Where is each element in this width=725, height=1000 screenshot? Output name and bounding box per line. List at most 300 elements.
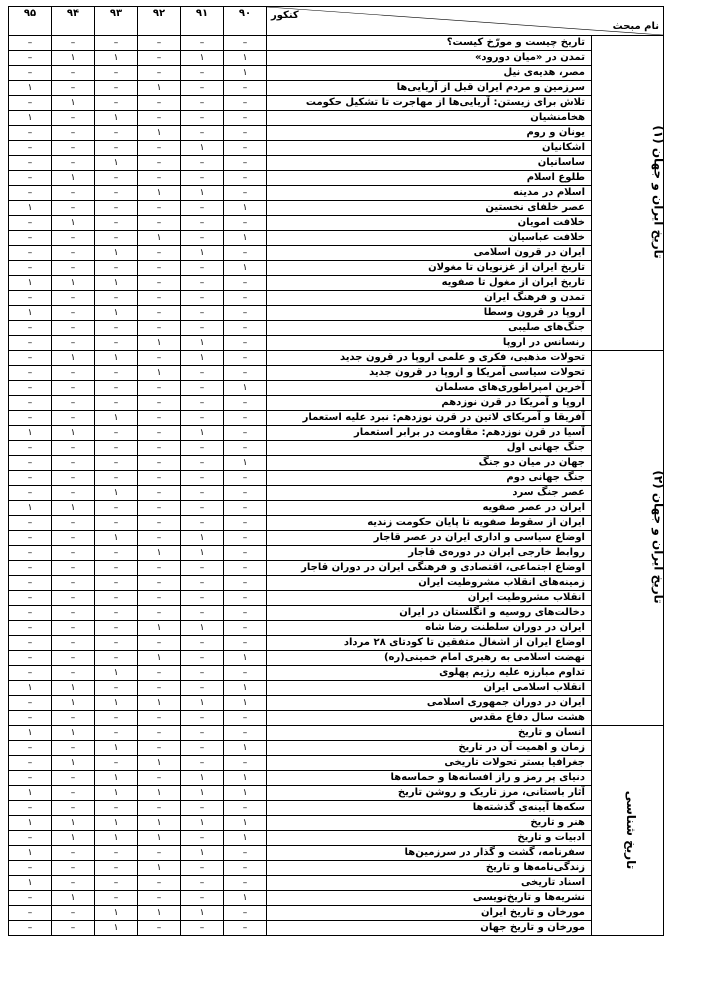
topic-cell: مورخان و تاریخ ایران <box>267 906 592 921</box>
year-value-cell: – <box>9 561 52 576</box>
year-value-cell: – <box>9 351 52 366</box>
year-value-cell: ۱ <box>52 276 95 291</box>
year-value-cell: – <box>52 66 95 81</box>
table-row <box>9 396 664 411</box>
year-value-cell: – <box>138 171 181 186</box>
topic-cell: انسان و تاریخ <box>267 726 592 741</box>
year-value-cell: – <box>138 111 181 126</box>
year-value-cell: – <box>52 231 95 246</box>
year-value-cell: ۱ <box>52 756 95 771</box>
year-value-cell: – <box>52 126 95 141</box>
table-row <box>9 546 664 561</box>
year-value-cell: ۱ <box>95 156 138 171</box>
year-value-cell: – <box>224 591 267 606</box>
year-value-cell: – <box>9 141 52 156</box>
year-value-cell: – <box>138 156 181 171</box>
year-value-cell: ۱ <box>95 306 138 321</box>
header-corner-cell <box>267 7 664 36</box>
year-value-cell: – <box>52 741 95 756</box>
year-value-cell: – <box>224 606 267 621</box>
year-value-cell: – <box>138 276 181 291</box>
year-value-cell: ۱ <box>181 426 224 441</box>
year-value-cell: ۱ <box>95 411 138 426</box>
year-value-cell: – <box>52 786 95 801</box>
year-value-cell: ۱ <box>95 771 138 786</box>
year-header: ۹۲ <box>138 7 181 36</box>
year-value-cell: – <box>52 366 95 381</box>
year-value-cell: ۱ <box>9 306 52 321</box>
table-row <box>9 906 664 921</box>
year-value-cell: – <box>224 336 267 351</box>
year-value-cell: ۱ <box>95 816 138 831</box>
table-row <box>9 696 664 711</box>
year-value-cell: ۱ <box>9 111 52 126</box>
year-value-cell: ۱ <box>52 96 95 111</box>
year-value-cell: – <box>52 606 95 621</box>
topic-cell: روابط خارجی ایران در دوره‌ی قاجار <box>267 546 592 561</box>
year-value-cell: – <box>52 561 95 576</box>
topic-cell: آخرین امپراطوری‌های مسلمان <box>267 381 592 396</box>
table-row <box>9 891 664 906</box>
year-value-cell: – <box>52 576 95 591</box>
year-value-cell: – <box>95 546 138 561</box>
year-value-cell: – <box>95 36 138 51</box>
table-row <box>9 666 664 681</box>
topic-cell: مورخان و تاریخ جهان <box>267 921 592 936</box>
year-value-cell: ۱ <box>52 681 95 696</box>
year-value-cell: – <box>181 591 224 606</box>
year-value-cell: – <box>52 441 95 456</box>
year-value-cell: – <box>138 501 181 516</box>
topic-cell: اسلام در مدینه <box>267 186 592 201</box>
year-value-cell: – <box>224 186 267 201</box>
topic-cell: تاریخ ایران از مغول تا صفویه <box>267 276 592 291</box>
year-value-cell: – <box>9 126 52 141</box>
table-row <box>9 486 664 501</box>
year-value-cell: – <box>95 141 138 156</box>
table-row <box>9 741 664 756</box>
year-value-cell: ۱ <box>224 51 267 66</box>
year-value-cell: – <box>9 891 52 906</box>
topic-cell: نشریه‌ها و تاریخ‌نویسی <box>267 891 592 906</box>
year-value-cell: – <box>181 231 224 246</box>
year-value-cell: – <box>95 606 138 621</box>
year-value-cell: – <box>9 921 52 936</box>
year-value-cell: – <box>138 441 181 456</box>
year-value-cell: – <box>52 651 95 666</box>
year-value-cell: – <box>9 411 52 426</box>
table-row <box>9 306 664 321</box>
year-value-cell: – <box>9 801 52 816</box>
table-row <box>9 591 664 606</box>
year-value-cell: – <box>224 81 267 96</box>
year-value-cell: ۱ <box>9 816 52 831</box>
table-row <box>9 201 664 216</box>
table-row <box>9 726 664 741</box>
topic-cell: دنیای پر رمز و راز افسانه‌ها و حماسه‌ها <box>267 771 592 786</box>
year-value-cell: – <box>224 756 267 771</box>
table-row <box>9 276 664 291</box>
table-row <box>9 786 664 801</box>
year-value-cell: – <box>181 306 224 321</box>
year-value-cell: – <box>181 711 224 726</box>
year-value-cell: – <box>138 216 181 231</box>
year-value-cell: – <box>52 621 95 636</box>
year-value-cell: ۱ <box>224 816 267 831</box>
year-value-cell: – <box>9 771 52 786</box>
year-value-cell: ۱ <box>9 201 52 216</box>
table-row <box>9 351 664 366</box>
year-value-cell: – <box>95 231 138 246</box>
year-value-cell: – <box>181 171 224 186</box>
year-value-cell: – <box>138 246 181 261</box>
year-value-cell: – <box>9 711 52 726</box>
year-value-cell: – <box>181 861 224 876</box>
year-value-cell: ۱ <box>138 816 181 831</box>
year-value-cell: ۱ <box>224 741 267 756</box>
year-value-cell: – <box>138 471 181 486</box>
year-value-cell: – <box>181 96 224 111</box>
year-value-cell: – <box>95 576 138 591</box>
year-value-cell: ۱ <box>181 846 224 861</box>
year-value-cell: – <box>52 81 95 96</box>
topic-cell: اوضاع اجتماعی، اقتصادی و فرهنگی ایران در دوران قاجار <box>267 561 592 576</box>
year-value-cell: ۱ <box>224 261 267 276</box>
year-value-cell: – <box>95 321 138 336</box>
year-value-cell: – <box>224 846 267 861</box>
year-value-cell: – <box>95 291 138 306</box>
year-value-cell: ۱ <box>181 771 224 786</box>
year-value-cell: – <box>52 471 95 486</box>
year-value-cell: – <box>52 291 95 306</box>
year-header: ۹۵ <box>9 7 52 36</box>
table-row <box>9 81 664 96</box>
table-row <box>9 816 664 831</box>
year-value-cell: ۱ <box>224 681 267 696</box>
topic-cell: مصر، هدیه‌ی نیل <box>267 66 592 81</box>
year-value-cell: – <box>95 396 138 411</box>
topic-cell: جنگ جهانی اول <box>267 441 592 456</box>
year-value-cell: – <box>138 561 181 576</box>
year-value-cell: – <box>224 291 267 306</box>
table-row <box>9 231 664 246</box>
year-value-cell: – <box>138 51 181 66</box>
year-value-cell: – <box>138 411 181 426</box>
table-row <box>9 291 664 306</box>
year-value-cell: – <box>181 561 224 576</box>
table-row <box>9 366 664 381</box>
table-row <box>9 246 664 261</box>
year-value-cell: ۱ <box>95 531 138 546</box>
year-value-cell: – <box>181 666 224 681</box>
year-value-cell: ۱ <box>52 696 95 711</box>
year-value-cell: – <box>9 36 52 51</box>
table-row <box>9 96 664 111</box>
year-value-cell: – <box>224 561 267 576</box>
table-row <box>9 126 664 141</box>
year-value-cell: – <box>52 771 95 786</box>
year-value-cell: – <box>138 201 181 216</box>
year-value-cell: – <box>9 456 52 471</box>
year-value-cell: – <box>181 261 224 276</box>
year-value-cell: – <box>95 366 138 381</box>
year-value-cell: – <box>224 666 267 681</box>
year-value-cell: ۱ <box>138 126 181 141</box>
year-value-cell: – <box>9 531 52 546</box>
year-value-cell: – <box>9 591 52 606</box>
section-label-cell <box>592 726 664 936</box>
year-header: ۹۱ <box>181 7 224 36</box>
year-value-cell: – <box>52 336 95 351</box>
topic-label: نام مبحث <box>612 21 659 32</box>
year-value-cell: – <box>181 81 224 96</box>
year-value-cell: – <box>224 351 267 366</box>
year-value-cell: – <box>95 561 138 576</box>
year-value-cell: – <box>138 771 181 786</box>
year-value-cell: – <box>138 741 181 756</box>
year-value-cell: – <box>9 756 52 771</box>
year-value-cell: – <box>95 651 138 666</box>
topic-cell: سکه‌ها آیینه‌ی گذشته‌ها <box>267 801 592 816</box>
table-row <box>9 456 664 471</box>
year-value-cell: – <box>138 666 181 681</box>
year-value-cell: ۱ <box>181 531 224 546</box>
year-value-cell: ۱ <box>224 66 267 81</box>
year-value-cell: – <box>224 906 267 921</box>
year-value-cell: – <box>224 441 267 456</box>
year-value-cell: – <box>138 261 181 276</box>
year-value-cell: – <box>224 576 267 591</box>
year-value-cell: – <box>224 876 267 891</box>
table-row <box>9 516 664 531</box>
year-value-cell: ۱ <box>9 726 52 741</box>
year-value-cell: – <box>9 546 52 561</box>
year-value-cell: – <box>181 216 224 231</box>
table-row <box>9 36 664 51</box>
topic-cell: اسناد تاریخی <box>267 876 592 891</box>
year-value-cell: – <box>9 666 52 681</box>
topic-cell: جنگ جهانی دوم <box>267 471 592 486</box>
year-value-cell: ۱ <box>138 621 181 636</box>
year-value-cell: ۱ <box>181 546 224 561</box>
table-row <box>9 576 664 591</box>
year-value-cell: ۱ <box>9 501 52 516</box>
year-value-cell: – <box>224 126 267 141</box>
table-row <box>9 381 664 396</box>
year-value-cell: ۱ <box>95 696 138 711</box>
topic-cell: عصر جنگ سرد <box>267 486 592 501</box>
year-value-cell: – <box>181 471 224 486</box>
year-value-cell: – <box>9 651 52 666</box>
year-value-cell: – <box>95 846 138 861</box>
year-value-cell: – <box>224 546 267 561</box>
year-value-cell: ۱ <box>95 786 138 801</box>
year-value-cell: – <box>52 306 95 321</box>
year-value-cell: – <box>181 606 224 621</box>
year-value-cell: – <box>224 171 267 186</box>
header-row <box>9 7 664 36</box>
topic-cell: آثار باستانی، مرز تاریک و روشن تاریخ <box>267 786 592 801</box>
year-value-cell: ۱ <box>181 51 224 66</box>
year-value-cell: – <box>9 606 52 621</box>
year-value-cell: ۱ <box>181 816 224 831</box>
section-name: تاریخ ایران و جهان (۲) <box>651 470 666 604</box>
year-value-cell: – <box>9 471 52 486</box>
year-value-cell: – <box>181 366 224 381</box>
year-value-cell: – <box>52 186 95 201</box>
year-value-cell: – <box>95 261 138 276</box>
topic-cell: جغرافیا بستر تحولات تاریخی <box>267 756 592 771</box>
year-value-cell: – <box>181 801 224 816</box>
year-value-cell: – <box>224 246 267 261</box>
topic-cell: ایران در دوران جمهوری اسلامی <box>267 696 592 711</box>
year-value-cell: – <box>224 921 267 936</box>
year-header: ۹۳ <box>95 7 138 36</box>
year-value-cell: – <box>95 516 138 531</box>
year-value-cell: – <box>95 591 138 606</box>
table-row <box>9 426 664 441</box>
topic-cell: اوضاع ایران از اشغال متفقین تا کودتای ۲۸ مرداد <box>267 636 592 651</box>
year-value-cell: – <box>95 801 138 816</box>
topic-cell: تاریخ چیست و مورّخ کیست؟ <box>267 36 592 51</box>
year-value-cell: – <box>138 636 181 651</box>
year-value-cell: – <box>9 291 52 306</box>
year-value-cell: – <box>224 471 267 486</box>
year-value-cell: – <box>181 516 224 531</box>
section-label-cell <box>592 36 664 351</box>
year-value-cell: ۱ <box>95 51 138 66</box>
year-value-cell: – <box>138 876 181 891</box>
table-row <box>9 711 664 726</box>
topic-cell: زمان و اهمیت آن در تاریخ <box>267 741 592 756</box>
table-row <box>9 531 664 546</box>
table-row <box>9 156 664 171</box>
year-value-cell: – <box>224 861 267 876</box>
topic-cell: سرزمین و مردم ایران قبل از آریایی‌ها <box>267 81 592 96</box>
section-label-cell <box>592 351 664 726</box>
year-value-cell: – <box>52 711 95 726</box>
topic-cell: جنگ‌های صلیبی <box>267 321 592 336</box>
year-value-cell: – <box>181 396 224 411</box>
year-value-cell: – <box>181 681 224 696</box>
year-value-cell: ۱ <box>224 771 267 786</box>
year-value-cell: – <box>138 576 181 591</box>
year-value-cell: ۱ <box>52 726 95 741</box>
table-row <box>9 651 664 666</box>
year-value-cell: – <box>224 801 267 816</box>
topic-cell: ایران در دوران سلطنت رضا شاه <box>267 621 592 636</box>
year-value-cell: – <box>95 876 138 891</box>
year-value-cell: – <box>224 321 267 336</box>
topic-cell: هخامنشیان <box>267 111 592 126</box>
year-value-cell: – <box>224 516 267 531</box>
year-value-cell: ۱ <box>95 741 138 756</box>
year-value-cell: – <box>138 306 181 321</box>
year-value-cell: ۱ <box>138 861 181 876</box>
year-value-cell: ۱ <box>138 756 181 771</box>
year-value-cell: ۱ <box>95 486 138 501</box>
year-value-cell: – <box>52 876 95 891</box>
year-value-cell: – <box>138 351 181 366</box>
table-row <box>9 216 664 231</box>
year-value-cell: – <box>224 711 267 726</box>
table-row <box>9 636 664 651</box>
year-value-cell: – <box>95 216 138 231</box>
table-row <box>9 606 664 621</box>
year-value-cell: – <box>95 726 138 741</box>
year-value-cell: ۱ <box>138 231 181 246</box>
year-value-cell: – <box>95 126 138 141</box>
year-value-cell: – <box>52 846 95 861</box>
year-value-cell: ۱ <box>138 336 181 351</box>
year-value-cell: – <box>9 66 52 81</box>
year-value-cell: – <box>52 141 95 156</box>
year-value-cell: – <box>224 531 267 546</box>
year-value-cell: ۱ <box>52 891 95 906</box>
year-value-cell: – <box>9 366 52 381</box>
year-value-cell: – <box>52 591 95 606</box>
table-row <box>9 66 664 81</box>
year-value-cell: – <box>95 96 138 111</box>
topic-cell: تحولات سیاسی آمریکا و اروپا در قرون جدید <box>267 366 592 381</box>
year-value-cell: – <box>138 531 181 546</box>
year-value-cell: – <box>9 171 52 186</box>
year-value-cell: – <box>224 636 267 651</box>
year-value-cell: – <box>95 441 138 456</box>
topic-cell: زمینه‌های انقلاب مشروطیت ایران <box>267 576 592 591</box>
year-value-cell: – <box>52 906 95 921</box>
topic-cell: اشکانیان <box>267 141 592 156</box>
year-value-cell: – <box>95 81 138 96</box>
table-row <box>9 51 664 66</box>
year-value-cell: – <box>52 636 95 651</box>
year-value-cell: ۱ <box>224 201 267 216</box>
exam-topics-table <box>8 6 664 936</box>
year-value-cell: – <box>138 681 181 696</box>
year-value-cell: ۱ <box>138 831 181 846</box>
year-value-cell: – <box>181 201 224 216</box>
year-value-cell: – <box>9 741 52 756</box>
topic-cell: هنر و تاریخ <box>267 816 592 831</box>
year-value-cell: ۱ <box>138 906 181 921</box>
table-row <box>9 921 664 936</box>
topic-cell: خلافت امویان <box>267 216 592 231</box>
year-value-cell: – <box>52 396 95 411</box>
year-value-cell: ۱ <box>9 426 52 441</box>
year-value-cell: – <box>95 891 138 906</box>
year-value-cell: – <box>181 741 224 756</box>
year-value-cell: – <box>52 381 95 396</box>
year-value-cell: – <box>95 456 138 471</box>
year-value-cell: – <box>9 396 52 411</box>
year-value-cell: – <box>95 381 138 396</box>
year-value-cell: – <box>138 381 181 396</box>
year-value-cell: – <box>52 156 95 171</box>
table-row <box>9 186 664 201</box>
year-value-cell: – <box>181 726 224 741</box>
year-value-cell: – <box>224 411 267 426</box>
year-value-cell: – <box>138 66 181 81</box>
year-value-cell: ۱ <box>52 51 95 66</box>
topic-cell: ایران از سقوط صفویه تا پایان حکومت زندیه <box>267 516 592 531</box>
year-value-cell: ۱ <box>181 696 224 711</box>
topic-cell: عصر خلفای نخستین <box>267 201 592 216</box>
year-value-cell: – <box>9 696 52 711</box>
topic-cell: سفرنامه، گشت و گذار در سرزمین‌ها <box>267 846 592 861</box>
table-row <box>9 846 664 861</box>
year-value-cell: – <box>52 321 95 336</box>
year-value-cell: – <box>138 846 181 861</box>
